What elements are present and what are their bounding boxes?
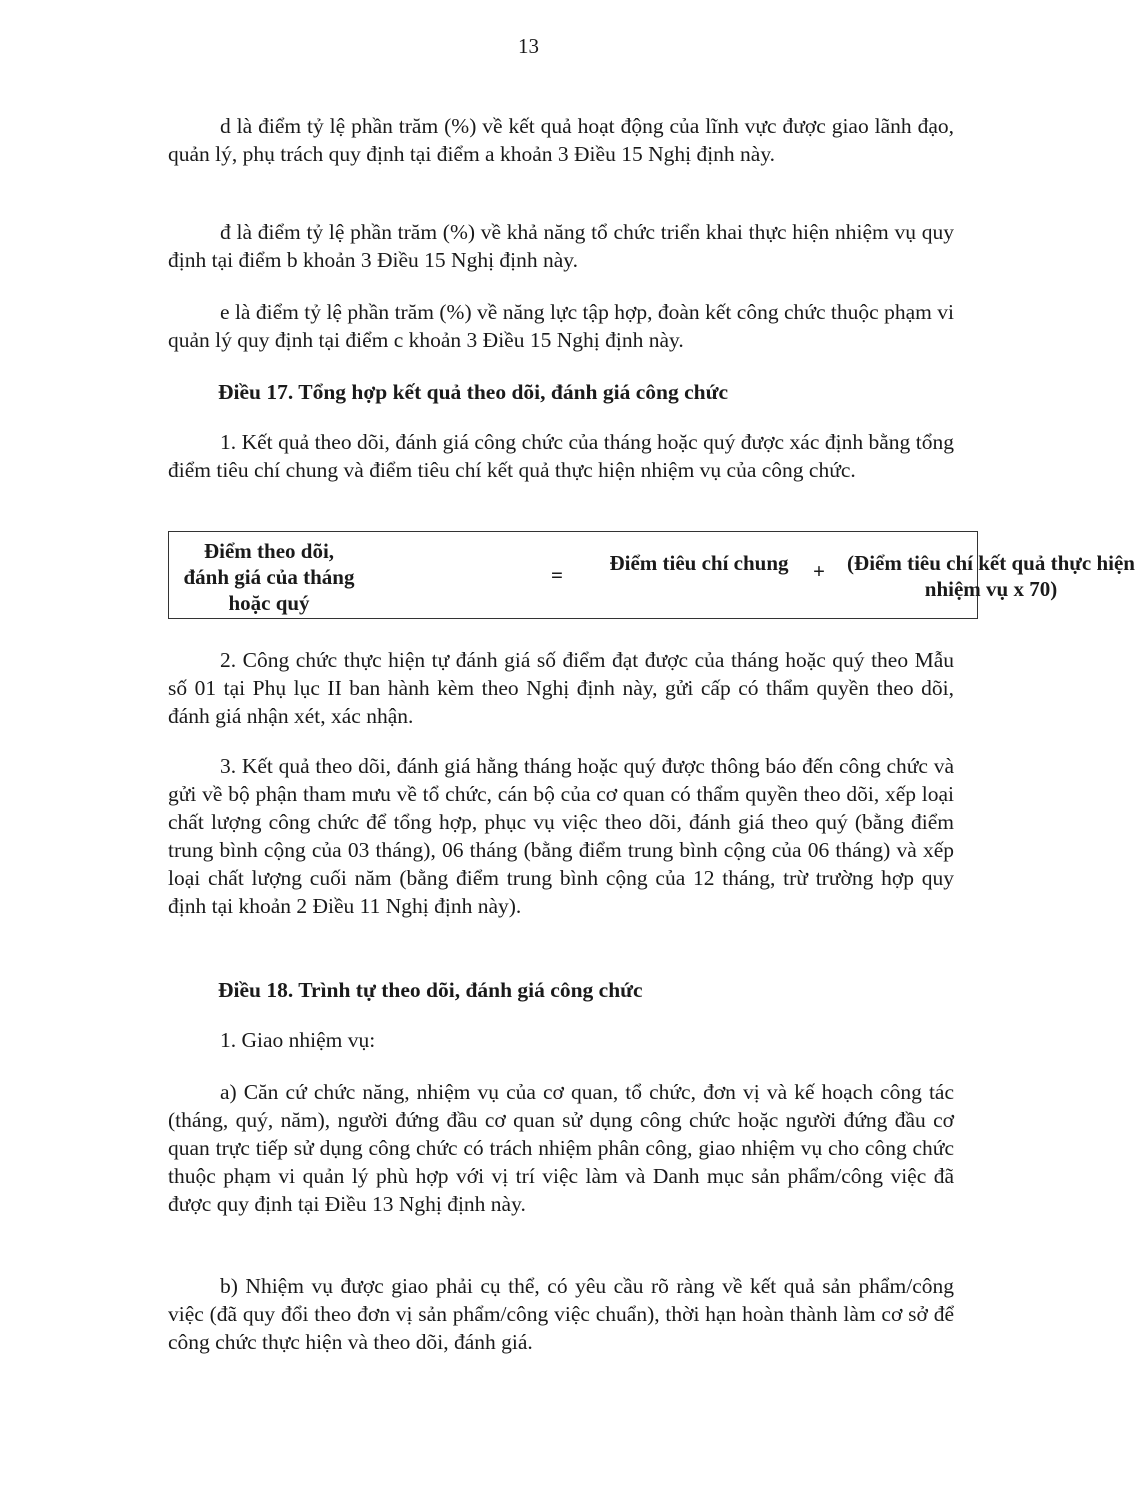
article-17-clause-3: 3. Kết quả theo dõi, đánh giá hằng tháng hoặc quý được thông báo đến công chức và gửi về bộ phận tham mưu về tổ chức, cán bộ của cơ quan có thẩm quyền theo dõi, xếp loại chất lượng công chức để tổng hợp, phục vụ việc theo dõi, đánh giá theo quý (bằng điểm trung bình cộng của 03 tháng), 06 tháng (bằng điểm trung bình cộng của 06 tháng) và xếp loại chất lượng cuối năm (bằng điểm trung bình cộng của 12 tháng, trừ trường hợp quy định tại khoản 2 Điều 11 Nghị định này). — [168, 754, 954, 918]
score-formula-box — [168, 531, 1135, 619]
page-number: 13 — [518, 34, 539, 58]
article-18-clause-1a: a) Căn cứ chức năng, nhiệm vụ của cơ quan, tổ chức, đơn vị và kế hoạch công tác (tháng, quý, năm), người đứng đầu cơ quan sử dụng công chức hoặc người đứng đầu cơ quan trực tiếp sử dụng công chức có trách nhiệm phân công, giao nhiệm vụ cho công chức thuộc phạm vi quản lý phù hợp với vị trí việc làm và Danh mục sản phẩm/công việc đã được quy định tại Điều 13 Nghị định này. — [168, 1080, 954, 1216]
formula-left-term: Điểm theo dõi, đánh giá của tháng hoặc quý — [183, 539, 355, 615]
article-18-heading: Điều 18. Trình tự theo dõi, đánh giá công chức — [218, 978, 643, 1002]
formula-right-term: (Điểm tiêu chí kết quả thực hiện nhiệm vụ x 70) — [847, 551, 1135, 601]
article-18-clause-1b: b) Nhiệm vụ được giao phải cụ thể, có yêu cầu rõ ràng về kết quả sản phẩm/công việc (đã quy đổi theo đơn vị sản phẩm/công việc chuẩn), thời hạn hoàn thành làm cơ sở để công chức thực hiện và theo dõi, đánh giá. — [168, 1274, 954, 1354]
article-17-clause-1: 1. Kết quả theo dõi, đánh giá công chức của tháng hoặc quý được xác định bằng tổng điểm tiêu chí chung và điểm tiêu chí kết quả thực hiện nhiệm vụ của công chức. — [168, 430, 954, 482]
paragraph-e: e là điểm tỷ lệ phần trăm (%) về năng lực tập hợp, đoàn kết công chức thuộc phạm vi quản lý quy định tại điểm c khoản 3 Điều 15 Nghị định này. — [168, 300, 954, 352]
article-18-clause-1: 1. Giao nhiệm vụ: — [220, 1028, 376, 1052]
formula-plus-sign: + — [813, 559, 825, 583]
formula-equals-sign: = — [551, 563, 563, 587]
paragraph-dd: đ là điểm tỷ lệ phần trăm (%) về khả năng tổ chức triển khai thực hiện nhiệm vụ quy định tại điểm b khoản 3 Điều 15 Nghị định này. — [168, 220, 954, 272]
paragraph-d: d là điểm tỷ lệ phần trăm (%) về kết quả hoạt động của lĩnh vực được giao lãnh đạo, quản lý, phụ trách quy định tại điểm a khoản 3 Điều 15 Nghị định này. — [168, 114, 954, 166]
article-17-heading: Điều 17. Tổng hợp kết quả theo dõi, đánh giá công chức — [218, 380, 729, 404]
formula-middle-term: Điểm tiêu chí chung — [609, 551, 789, 575]
article-17-clause-2: 2. Công chức thực hiện tự đánh giá số điểm đạt được của tháng hoặc quý theo Mẫu số 01 tại Phụ lục II ban hành kèm theo Nghị định này, gửi cấp có thẩm quyền theo dõi, đánh giá nhận xét, xác nhận. — [168, 648, 954, 728]
